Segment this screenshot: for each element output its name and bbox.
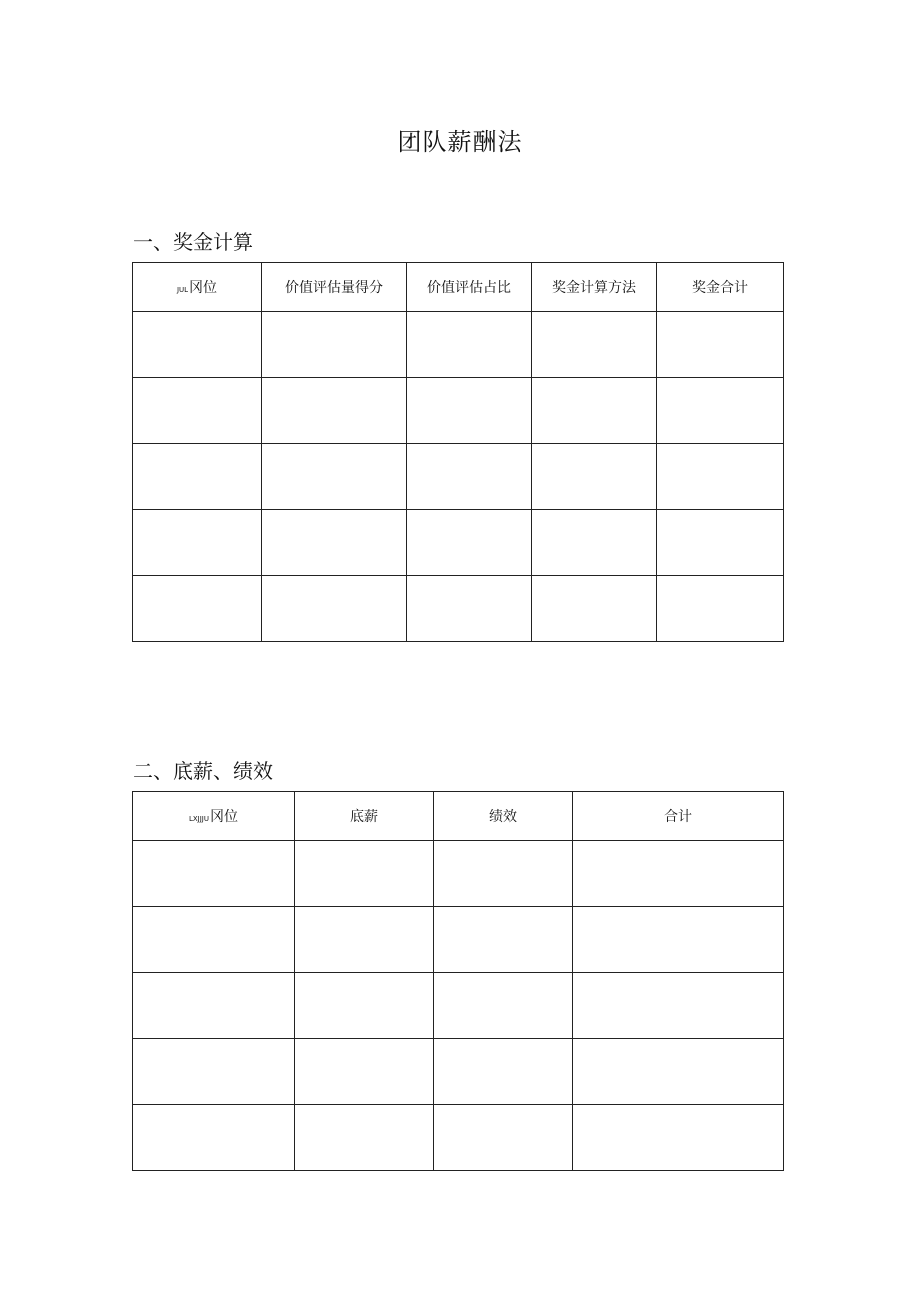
table-cell	[532, 510, 657, 576]
header-cell-value-ratio: 价值评估占比	[407, 263, 532, 312]
header-cell-position	[133, 263, 262, 312]
table-cell	[407, 378, 532, 444]
table-cell	[657, 312, 784, 378]
table-cell	[407, 444, 532, 510]
table-cell	[573, 973, 784, 1039]
salary-table	[132, 791, 784, 1171]
table-cell	[262, 444, 407, 510]
table-header-row	[133, 792, 784, 841]
table-cell	[573, 907, 784, 973]
table-cell	[434, 973, 573, 1039]
table-cell	[262, 312, 407, 378]
page-title: 团队薪酬法	[397, 128, 523, 156]
table-row	[133, 576, 784, 642]
table-cell	[407, 576, 532, 642]
header-cell-position	[133, 792, 295, 841]
header-label: 冈位	[189, 279, 218, 296]
table-cell	[434, 907, 573, 973]
table-cell	[133, 1105, 295, 1171]
table-cell	[295, 1105, 434, 1171]
table-cell	[262, 510, 407, 576]
table-cell	[434, 1105, 573, 1171]
table-cell	[532, 444, 657, 510]
table-cell	[133, 907, 295, 973]
table-row	[133, 510, 784, 576]
table-row	[133, 444, 784, 510]
table-cell	[407, 312, 532, 378]
table-cell	[133, 510, 262, 576]
bonus-table	[132, 262, 784, 642]
header-cell-bonus-method: 奖金计算方法	[532, 263, 657, 312]
table-row	[133, 973, 784, 1039]
table-cell	[295, 973, 434, 1039]
table-cell	[532, 312, 657, 378]
section-heading-salary: 二、底薪、绩效	[133, 759, 273, 783]
table-row	[133, 378, 784, 444]
header-prefix-text: JUL	[176, 285, 189, 294]
table-cell	[434, 1039, 573, 1105]
table-cell	[133, 312, 262, 378]
table-row	[133, 907, 784, 973]
table-cell	[133, 841, 295, 907]
table-cell	[295, 1039, 434, 1105]
table-cell	[262, 378, 407, 444]
table-row	[133, 1039, 784, 1105]
table-cell	[295, 907, 434, 973]
section-heading-bonus: 一、奖金计算	[133, 230, 253, 254]
table-cell	[133, 1039, 295, 1105]
table-cell	[657, 510, 784, 576]
table-cell	[133, 444, 262, 510]
header-cell-base-salary: 底薪	[295, 792, 434, 841]
table-cell	[133, 576, 262, 642]
table-cell	[573, 841, 784, 907]
table-cell	[532, 576, 657, 642]
header-prefix-text: LXJJJU	[188, 814, 209, 823]
header-cell-value-score: 价值评估量得分	[262, 263, 407, 312]
table-cell	[407, 510, 532, 576]
table-cell	[657, 444, 784, 510]
table-row	[133, 1105, 784, 1171]
table-cell	[532, 378, 657, 444]
table-cell	[133, 973, 295, 1039]
table-row	[133, 312, 784, 378]
header-cell-performance: 绩效	[434, 792, 573, 841]
table-cell	[133, 378, 262, 444]
table-header-row	[133, 263, 784, 312]
header-label: 冈位	[210, 808, 238, 825]
header-cell-bonus-total: 奖金合计	[657, 263, 784, 312]
table-cell	[657, 576, 784, 642]
table-cell	[657, 378, 784, 444]
table-cell	[573, 1105, 784, 1171]
table-cell	[295, 841, 434, 907]
table-cell	[262, 576, 407, 642]
table-cell	[573, 1039, 784, 1105]
table-row	[133, 841, 784, 907]
header-cell-total: 合计	[573, 792, 784, 841]
table-cell	[434, 841, 573, 907]
